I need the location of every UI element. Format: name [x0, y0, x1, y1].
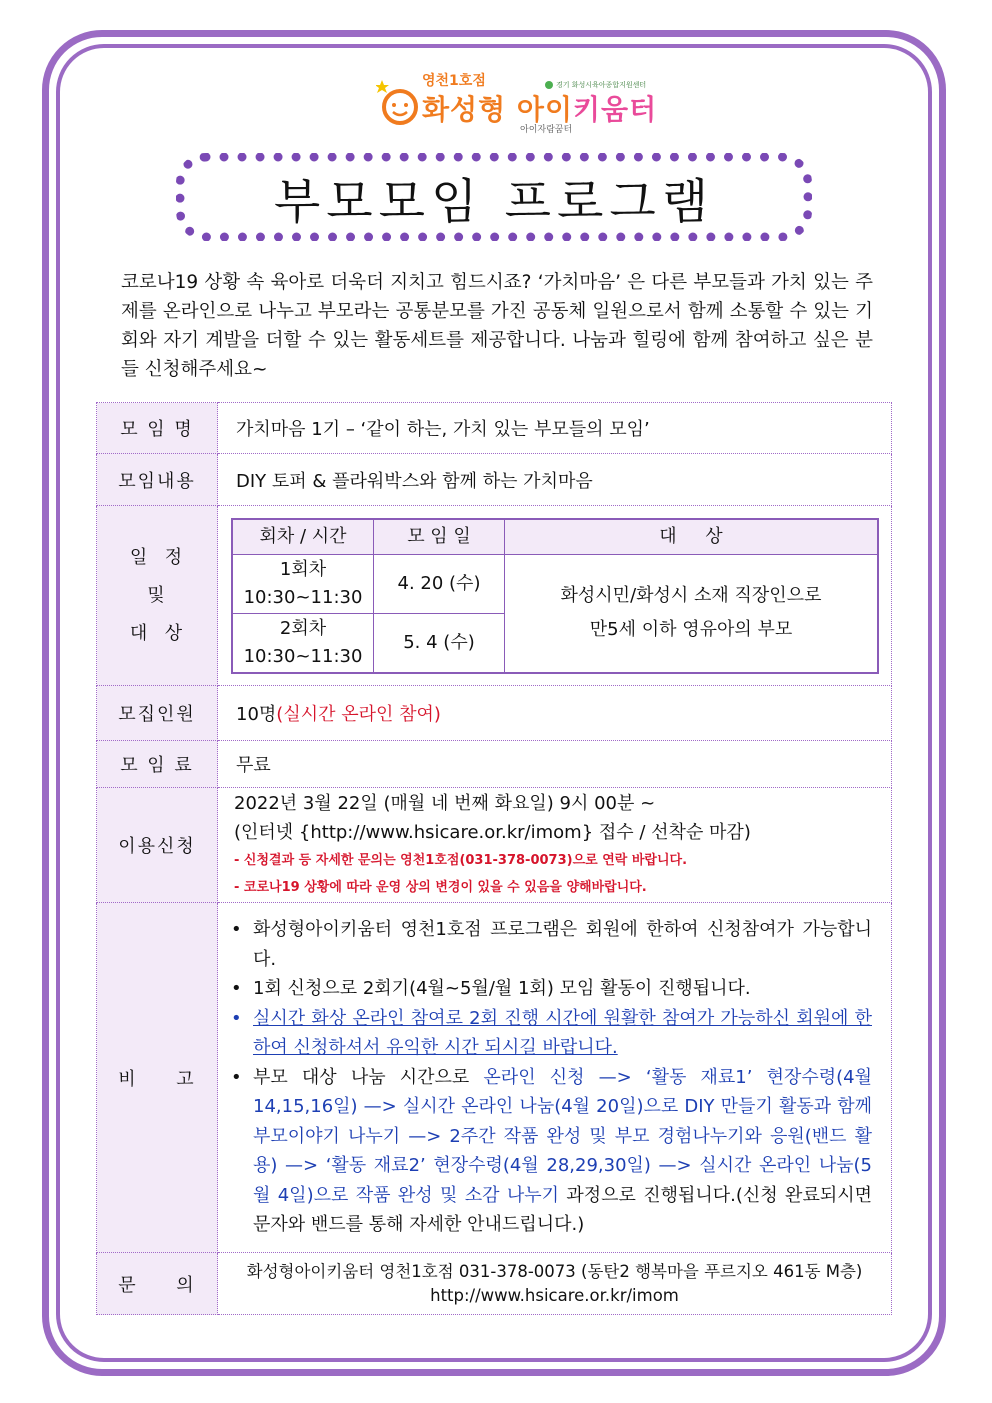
row-label: 문 의: [97, 1253, 218, 1315]
row-remarks: [97, 903, 892, 1253]
schedule-table: [231, 518, 879, 674]
row-value: 무료: [218, 741, 892, 788]
col-header: 회차 / 시간: [232, 519, 374, 555]
contact-url: http://www.hsicare.or.kr/imom: [430, 1285, 679, 1305]
intro-paragraph: 코로나19 상황 속 육아로 더욱더 지치고 힘드시죠? ‘가치마음’ 은 다른 부모들과 가치 있는 주제를 온라인으로 나누고 부모라는 공통분모를 가진 공동체 일원으로서 함께 소통할 수 있는 기회와 자기 계발을 더할 수 있는 활동세트를 제공합니다. 나눔과 힐링에 함께 참여하고 싶은 분들 신청해주세요~: [121, 272, 873, 380]
row-schedule: [97, 506, 892, 686]
list-item: • 1회 신청으로 2회기(4월~5월/월 1회) 모임 활동이 진행됩니다.: [231, 978, 751, 1000]
remarks-list: [219, 915, 890, 1240]
smiley-face-icon: [376, 80, 422, 126]
session-date: 4. 20 (수): [374, 554, 505, 613]
row-apply: [97, 788, 892, 903]
logo: [370, 70, 658, 140]
row-value: DIY 토퍼 & 플라워박스와 함께 하는 가치마음: [218, 454, 892, 506]
row-value: [218, 903, 892, 1253]
col-header: 모 임 일: [374, 519, 505, 555]
target-cell: 화성시민/화성시 소재 직장인으로 만5세 이하 영유아의 부모: [505, 554, 879, 673]
row-label: 모집인원: [97, 686, 218, 741]
row-contact: [97, 1253, 892, 1315]
list-item: • 부모 대상 나눔 시간으로 온라인 신청 —> ‘활동 재료1’ 현장수령(4월 14,15,16일) —> 실시간 온라인 나눔(4월 20일)으로 DIY 만들기 활동과 함께 부모이야기 나누기 —> 2주간 작품 완성 및 부모 경험나누기와 응원(밴드 활용) —> ‘활동 재료2’ 현장수령(4월 28,29,30일) —> 실시간 온라인 나눔(5월 4일)으로 작품 완성 및 소감 나누기 과정으로 진행됩니다.(신청 완료되시면 문자와 밴드를 통해 자세한 안내드립니다.): [231, 1066, 872, 1236]
session-row: [232, 554, 878, 613]
session-round-time: 1회차 10:30~11:30: [232, 554, 374, 613]
row-label: 이용신청: [97, 788, 218, 903]
row-value: 10명(실시간 온라인 참여): [218, 686, 892, 741]
apply-note: - 코로나19 상황에 따라 운영 상의 변경이 있을 수 있음을 양해바랍니다.: [234, 880, 647, 895]
session-date: 5. 4 (수): [374, 613, 505, 673]
row-value: [218, 1253, 892, 1315]
row-label: 모임내용: [97, 454, 218, 506]
list-item: • 화성형아이키움터 영천1호점 프로그램은 회원에 한하여 신청참여가 가능합니다.: [231, 919, 872, 970]
apply-note: - 신청결과 등 자세한 문의는 영천1호점(031-378-0073)으로 연락 바랍니다.: [234, 853, 688, 868]
row-value: 2022년 3월 22일 (매월 네 번째 화요일) 9시 00분 ~ (인터넷 {http://www.hsicare.or.kr/imom} 접수 / 선착순 마감) - 신청결과 등 자세한 문의는 영천1호점(031-378-0073)으로 연락 바랍니다. - 코로나19 상황에 따라 운영 상의 변경이 있을 수 있음을 양해바랍니다.: [218, 788, 892, 903]
title-box: [176, 153, 812, 241]
row-label: 비 고: [97, 903, 218, 1253]
session-round-time: 2회차 10:30~11:30: [232, 613, 374, 673]
logo-center-name: 경기 화성시육아종합지원센터: [545, 80, 646, 90]
row-name: [97, 403, 892, 454]
contact-info: 화성형아이키움터 영천1호점 031-378-0073 (동탄2 행복마을 푸르지오 461동 M층): [246, 1261, 863, 1281]
logo-branch: 영천1호점: [422, 73, 486, 89]
row-capacity: [97, 686, 892, 741]
row-label: 모 임 료: [97, 741, 218, 788]
logo-subtitle: 아이자람꿈터: [520, 125, 573, 135]
row-value: 가치마음 1기 – ‘같이 하는, 가치 있는 부모들의 모임’: [218, 403, 892, 454]
logo-name: 화성형 아이키움터: [422, 93, 658, 126]
row-content: [97, 454, 892, 506]
list-item: • 실시간 화상 온라인 참여로 2회 진행 시간에 원활한 참여가 가능하신 회원에 한하여 신청하셔서 유익한 시간 되시길 바랍니다.: [231, 1007, 872, 1059]
row-label: 모 임 명: [97, 403, 218, 454]
page-title: 부모모임 프로그램: [273, 173, 715, 230]
info-table: [96, 402, 892, 1315]
center-logo-icon: [545, 81, 553, 89]
col-header: 대 상: [505, 519, 879, 555]
row-fee: [97, 741, 892, 788]
schedule-cell: [218, 506, 892, 686]
row-label: 일 정 및 대 상: [97, 506, 218, 686]
